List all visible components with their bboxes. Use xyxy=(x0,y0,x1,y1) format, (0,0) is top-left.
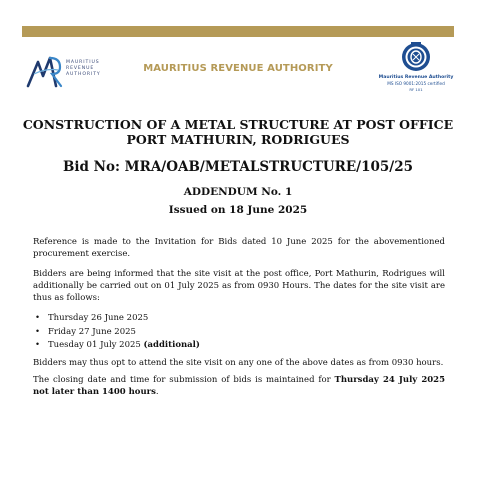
site-visit-paragraph: Bidders are being informed that the site visit at the post office, Port Mathurin, Rodrigues will additionally be carried out on 01 July 2025 as from 0930 Hours. The dates for the site visit are thus as follows: xyxy=(33,269,445,303)
date-text: Thursday 26 June 2025 xyxy=(48,313,149,323)
document-title xyxy=(22,117,454,147)
date-text: Friday 27 June 2025 xyxy=(48,326,136,337)
logo-line: AUTHORITY xyxy=(66,72,101,78)
title-line: CONSTRUCTION OF A METAL STRUCTURE AT POST OFFICE xyxy=(22,117,454,132)
reference-paragraph: Reference is made to the Invitation for Bids dated 10 June 2025 for the abovementioned procurement exercise. xyxy=(33,237,445,259)
addendum-number: ADDENDUM No. 1 xyxy=(183,186,293,198)
cert-org-label: Mauritius Revenue Authority xyxy=(378,75,454,80)
list-item xyxy=(33,312,445,326)
site-visit-dates-list xyxy=(33,312,445,353)
cert-standard-label: MS ISO 9001:2015 certified xyxy=(387,81,445,86)
date-note: (additional) xyxy=(143,340,200,350)
logo-line: REVENUE xyxy=(66,66,95,72)
msb-seal-icon xyxy=(397,42,435,74)
closing-deadline: Thursday 24 July 2025 not later than 1400 hours xyxy=(33,375,445,397)
logo-line: MAURITIUS xyxy=(66,60,100,65)
title-line: PORT MATHURIN, RODRIGUES xyxy=(126,132,350,147)
org-title: MAURITIUS REVENUE AUTHORITY xyxy=(143,63,333,74)
list-item xyxy=(33,326,445,340)
closing-date-paragraph xyxy=(33,374,445,398)
date-text: Tuesday 01 July 2025 xyxy=(48,340,144,350)
issue-date: Issued on 18 June 2025 xyxy=(168,204,308,216)
letterhead xyxy=(22,40,454,96)
header-accent-bar xyxy=(22,26,454,37)
list-item xyxy=(33,339,445,353)
attendance-paragraph: Bidders may thus opt to attend the site visit on any one of the above dates as from 0930 hours. xyxy=(33,358,444,368)
certification-badge xyxy=(378,42,454,96)
closing-text: The closing date and time for submission of bids is maintained for xyxy=(33,375,335,385)
closing-period: . xyxy=(155,387,159,397)
bid-number: Bid No: MRA/OAB/METALSTRUCTURE/105/25 xyxy=(62,159,414,175)
cert-ref-label: RF 101 xyxy=(409,86,423,92)
